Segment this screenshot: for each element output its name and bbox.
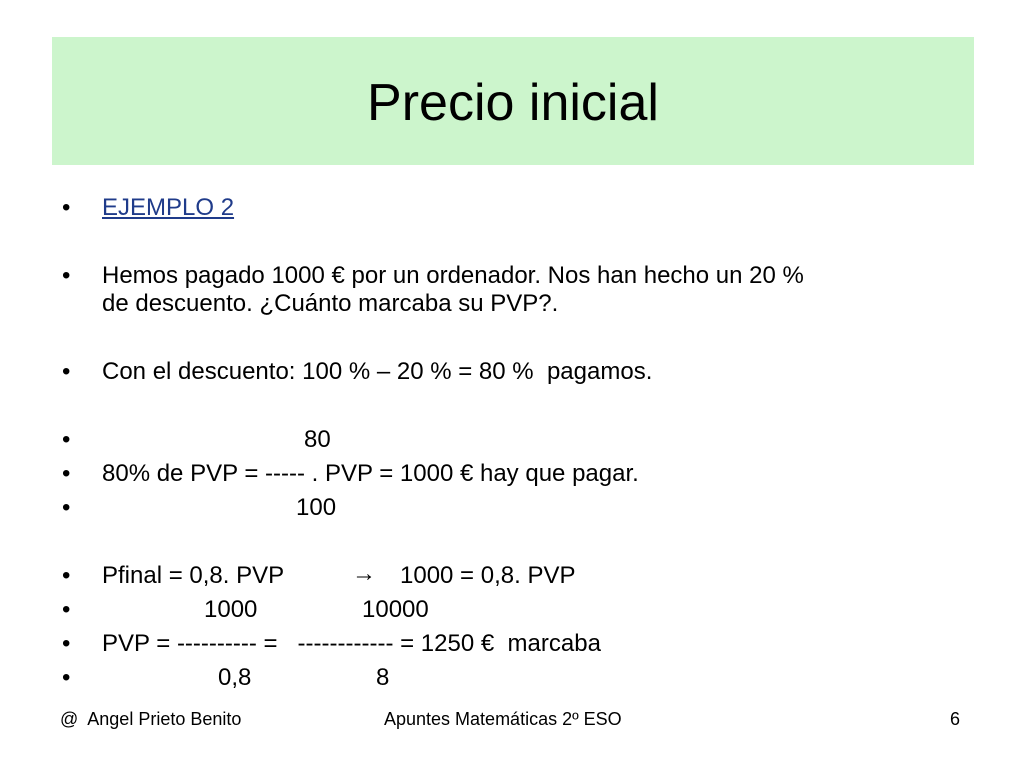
- slide-title: Precio inicial: [367, 74, 659, 132]
- bullet-icon: •: [62, 426, 71, 453]
- fraction2-denominator-b: 8: [376, 664, 390, 691]
- discount-line: Con el descuento: 100 % – 20 % = 80 % pagamos.: [102, 358, 653, 385]
- bullet-icon: •: [62, 630, 71, 657]
- fraction2-denominator-a: 0,8: [218, 664, 252, 691]
- bullet-icon: •: [62, 664, 71, 691]
- fraction1-numerator: 80: [304, 426, 331, 453]
- bullet-icon: •: [62, 596, 71, 623]
- arrow-icon: →: [352, 560, 376, 587]
- pfinal-right: 1000 = 0,8. PVP: [400, 562, 576, 589]
- fraction1-denominator: 100: [296, 494, 337, 521]
- bullet-icon: •: [62, 194, 71, 221]
- title-banner: [52, 37, 974, 165]
- example-link[interactable]: EJEMPLO 2: [102, 194, 235, 221]
- fraction1-line: 80% de PVP = ----- . PVP = 1000 € hay que pagar.: [102, 460, 639, 487]
- bullet-icon: •: [62, 562, 71, 589]
- bullet-icon: •: [62, 460, 71, 487]
- bullet-icon: •: [62, 262, 71, 289]
- pfinal-left: Pfinal = 0,8. PVP: [102, 562, 285, 589]
- footer-course: Apuntes Matemáticas 2º ESO: [384, 709, 622, 729]
- footer-author: @ Angel Prieto Benito: [60, 709, 242, 729]
- fraction2-numerator-a: 1000: [204, 596, 258, 623]
- bullet-icon: •: [62, 358, 71, 385]
- bullet-fraction2-denominators: [62, 664, 89, 748]
- footer-page-number: 6: [950, 709, 961, 729]
- fraction2-line: PVP = ---------- = ------------ = 1250 € marcaba: [102, 630, 601, 657]
- fraction2-numerator-b: 10000: [362, 596, 429, 623]
- problem-line-2: de descuento. ¿Cuánto marcaba su PVP?.: [102, 290, 559, 317]
- problem-line-1: Hemos pagado 1000 € por un ordenador. Nos han hecho un 20 %: [102, 262, 804, 289]
- bullet-icon: •: [62, 494, 71, 521]
